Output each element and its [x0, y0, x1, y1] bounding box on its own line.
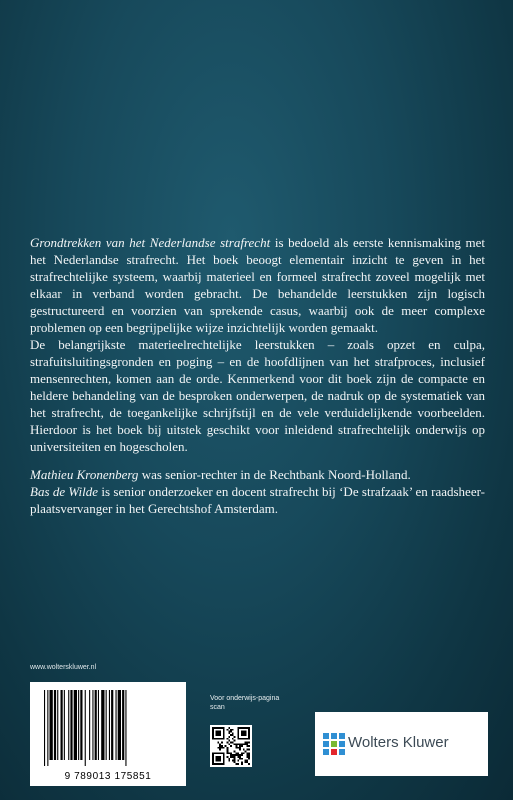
author-2-bio — [30, 483, 485, 517]
blurb-paragraph-2: De belangrijkste materieelrechtelijke leerstukken – zoals opzet en culpa, strafuitsluitingsgronden en poging – en de hoofdlijnen van het strafproces, inclusief mensenrechten, komen aan de orde. Kenmerkend voor dit boek zijn de compacte en heldere behandeling van de besproken onderwerpen, de nadruk op de systematiek van het strafrecht, de toegankelijke schrijfstijl en de vele verduidelijkende voorbeelden. Hierdoor is het boek bij uitstek geschikt voor inleidend strafrechtelijk onderwijs op universiteiten en hogescholen. — [30, 337, 485, 454]
author-1-bio — [30, 466, 485, 483]
author-1-name: Mathieu Kronenberg — [30, 467, 139, 482]
publisher-logo — [315, 712, 488, 776]
publisher-url: www.wolterskluwer.nl — [30, 664, 97, 671]
isbn-number: 9 789013 175851 — [64, 771, 152, 782]
back-cover-blurb — [30, 234, 485, 517]
barcode-icon — [42, 690, 174, 766]
author-1-text: was senior-rechter in de Rechtbank Noord-Holland. — [138, 467, 411, 482]
author-2-text: is senior onderzoeker en docent strafrecht bij ‘De strafzaak’ en raadsheer-plaatsvervanger in het Gerechtshof Amsterdam. — [30, 484, 485, 516]
qr-code-icon — [212, 727, 250, 765]
book-title: Grondtrekken van het Nederlandse strafrecht — [30, 235, 271, 250]
isbn-barcode — [30, 682, 186, 786]
qr-label: Voor onderwijs-pagina scan — [210, 695, 280, 711]
wolters-kluwer-logo-icon — [323, 733, 345, 755]
qr-code[interactable] — [210, 725, 252, 767]
blurb-paragraph-1 — [30, 234, 485, 336]
author-2-name: Bas de Wilde — [30, 484, 99, 499]
blurb-paragraph-1-text: is bedoeld als eerste kennismaking met het Nederlandse strafrecht. Het boek beoogt elementair inzicht te geven in het strafrechtelijke systeem, waarbij materieel en formeel strafrecht zoveel mogelijk met elkaar in verband worden gebracht. De behandelde leerstukken zijn logisch gestructureerd en voorzien van sprekende casus, waarbij ook de meer complexe problemen op een begrijpelijke wijze inzichtelijk worden gemaakt. — [30, 235, 485, 335]
brand-name: Wolters Kluwer — [348, 734, 449, 751]
